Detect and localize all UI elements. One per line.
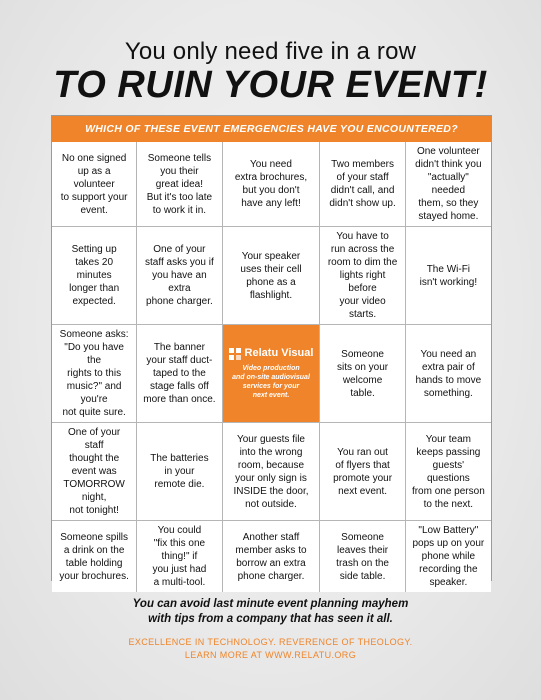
bingo-cell: The Wi-Fi isn't working!	[406, 227, 491, 325]
free-space-cell	[223, 325, 321, 423]
bingo-cell: Someone leaves their trash on the side table.	[320, 521, 405, 592]
bingo-cell: You need an extra pair of hands to move something.	[406, 325, 491, 423]
bingo-cell: You ran out of flyers that promote your next event.	[320, 423, 405, 521]
bingo-cell: Your guests file into the wrong room, because your only sign is INSIDE the door, not outside.	[223, 423, 321, 521]
footer-tagline: You can avoid last minute event planning mayhem with tips from a company that has seen it all.	[132, 598, 409, 625]
relatu-logo-icon	[229, 348, 241, 360]
bingo-grid	[52, 142, 491, 588]
bingo-cell: No one signed up as a volunteer to support your event.	[52, 142, 137, 227]
bingo-cell: You need extra brochures, but you don't have any left!	[223, 142, 321, 227]
bingo-board	[51, 115, 492, 588]
bingo-cell: The banner your staff duct- taped to the stage falls off more than once.	[137, 325, 222, 423]
bingo-cell: Someone sits on your welcome table.	[320, 325, 405, 423]
bingo-cell: "Low Battery" pops up on your phone while recording the speaker.	[406, 521, 491, 592]
bingo-cell: One volunteer didn't think you "actually" needed them, so they stayed home.	[406, 142, 491, 227]
free-space-description: Video production and on-site audiovisual services for your next event.	[232, 365, 310, 399]
relatu-logo-text: Relatu Visual	[244, 347, 314, 359]
bingo-cell: Someone tells you their great idea! But it's too late to work it in.	[137, 142, 222, 227]
bingo-cell: Someone asks: "Do you have the rights to this music?" and you're not quite sure.	[52, 325, 137, 423]
bingo-cell: The batteries in your remote die.	[137, 423, 222, 521]
bingo-cell: Your speaker uses their cell phone as a flashlight.	[223, 227, 321, 325]
bingo-cell: You have to run across the room to dim the lights right before your video starts.	[320, 227, 405, 325]
bingo-cell: Someone spills a drink on the table holding your brochures.	[52, 521, 137, 592]
bingo-cell: Your team keeps passing guests' questions from one person to the next.	[406, 423, 491, 521]
bingo-cell: Setting up takes 20 minutes longer than expected.	[52, 227, 137, 325]
bingo-cell: Two members of your staff didn't call, and didn't show up.	[320, 142, 405, 227]
relatu-logo	[229, 347, 314, 360]
bingo-cell: One of your staff asks you if you have an extra phone charger.	[137, 227, 222, 325]
board-banner: WHICH OF THESE EVENT EMERGENCIES HAVE YOU ENCOUNTERED?	[52, 116, 491, 142]
footer-contact: EXCELLENCE IN TECHNOLOGY. REVERENCE OF THEOLOGY. LEARN MORE AT WWW.RELATU.ORG	[128, 637, 413, 660]
headline-line-1: You only need five in a row	[124, 38, 417, 65]
bingo-cell: Another staff member asks to borrow an extra phone charger.	[223, 521, 321, 592]
bingo-cell: You could "fix this one thing!" if you just had a multi-tool.	[137, 521, 222, 592]
bingo-cell: One of your staff thought the event was TOMORROW night, not tonight!	[52, 423, 137, 521]
headline-line-2: TO RUIN YOUR EVENT!	[53, 64, 488, 106]
